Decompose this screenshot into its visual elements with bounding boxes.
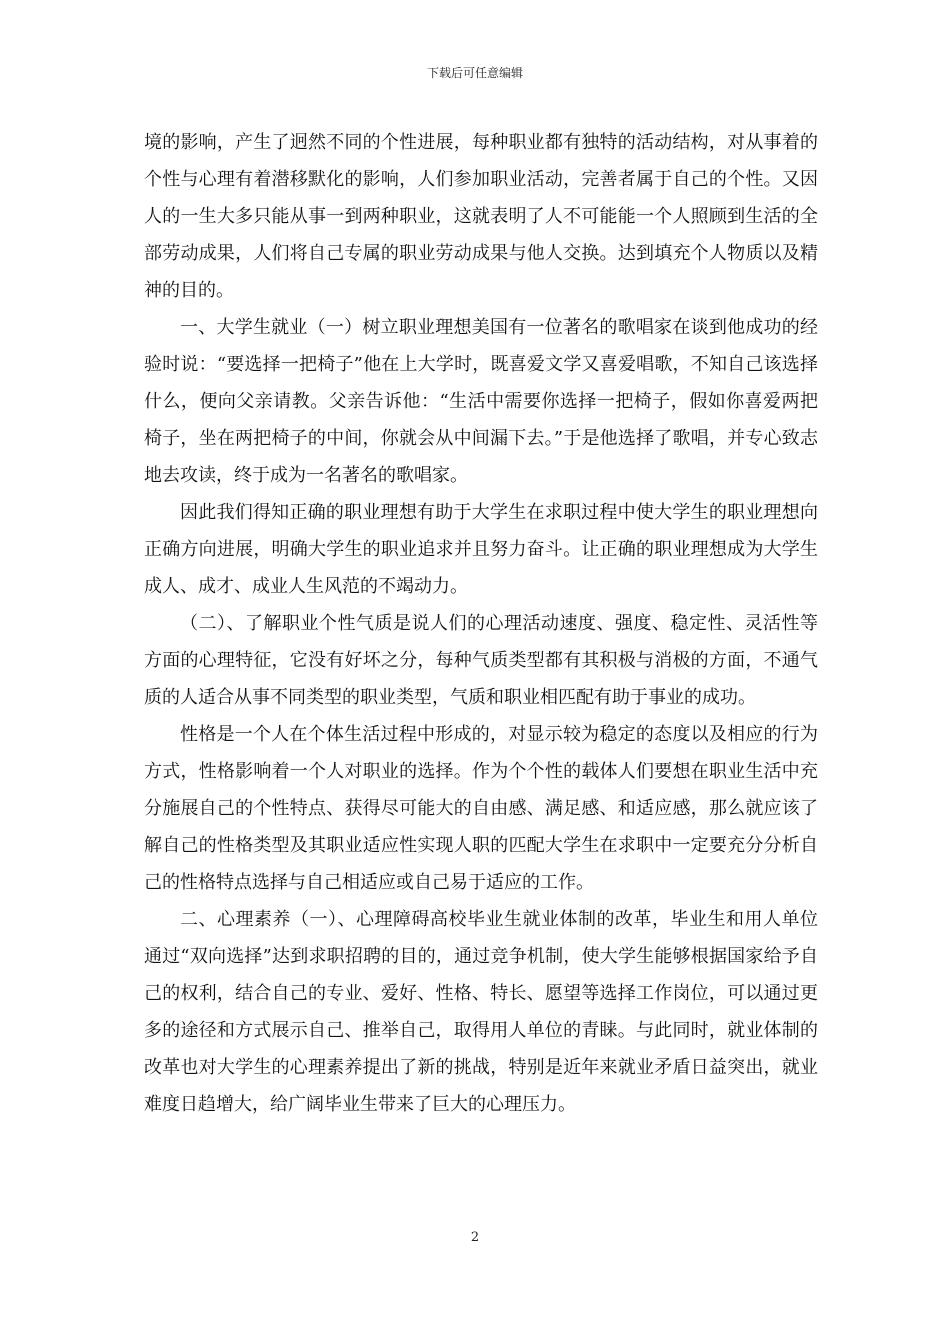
paragraph-personality: 性格是一个人在个体生活过程中形成的，对显示较为稳定的态度以及相应的行为方式，性格影响着一个人对职业的选择。作为个个性的载体人们要想在职业生活中充分施展自己的个性特点、获得尽可能大的自由感、满足感、和适应感，那么就应该了解自己的性格类型及其职业适应性实现人职的匹配大学生在求职中一定要充分分析自己的性格特点选择与自己相适应或自己易于适应的工作。: [144, 724, 818, 893]
paragraph-ideal-conclusion: 因此我们得知正确的职业理想有助于大学生在求职过程中使大学生的职业理想向正确方向进展，明确大学生的职业追求并且努力奋斗。让正确的职业理想成为大学生成人、成才、成业人生风范的不竭动力。: [144, 502, 818, 597]
page-header: 下载后可任意编辑: [426, 66, 523, 80]
paragraph-psychological-quality: 二、心理素养（一）、心理障碍高校毕业生就业体制的改革，毕业生和用人单位通过“双向选择”达到求职招聘的目的，通过竞争机制，使大学生能够根据国家给予自己的权利，结合自己的专业、爱好、性格、特长、愿望等选择工作岗位，可以通过更多的途径和方式展示自己、推举自己，取得用人单位的青睐。与此同时，就业体制的改革也对大学生的心理素养提出了新的挑战，特别是近年来就业矛盾日益突出，就业难度日趋增大，给广阔毕业生带来了巨大的心理压力。: [144, 909, 818, 1115]
paragraph-career-ideal: 一、大学生就业（一）树立职业理想美国有一位著名的歌唱家在谈到他成功的经验时说：“要选择一把椅子”他在上大学时，既喜爱文学又喜爱唱歌，不知自己该选择什么，便向父亲请教。父亲告诉他：“生活中需要你选择一把椅子，假如你喜爱两把椅子，坐在两把椅子的中间，你就会从中间漏下去。”于是他选择了歌唱，并专心致志地去攻读，终于成为一名著名的歌唱家。: [144, 317, 818, 486]
page-number: 2: [470, 1230, 480, 1245]
paragraph-temperament: （二）、了解职业个性气质是说人们的心理活动速度、强度、稳定性、灵活性等方面的心理特征，它没有好坏之分，每种气质类型都有其积极与消极的方面，不通气质的人适合从事不同类型的职业类型，气质和职业相匹配有助于事业的成功。: [144, 613, 818, 708]
document-body: [144, 124, 818, 1123]
paragraph-continued: 境的影响，产生了迥然不同的个性进展，每种职业都有独特的活动结构，对从事着的个性与心理有着潜移默化的影响，人们参加职业活动，完善者属于自己的个性。又因人的一生大多只能从事一到两种职业，这就表明了人不可能能一个人照顾到生活的全部劳动成果，人们将自己专属的职业劳动成果与他人交换。达到填充个人物质以及精神的目的。: [144, 132, 818, 301]
